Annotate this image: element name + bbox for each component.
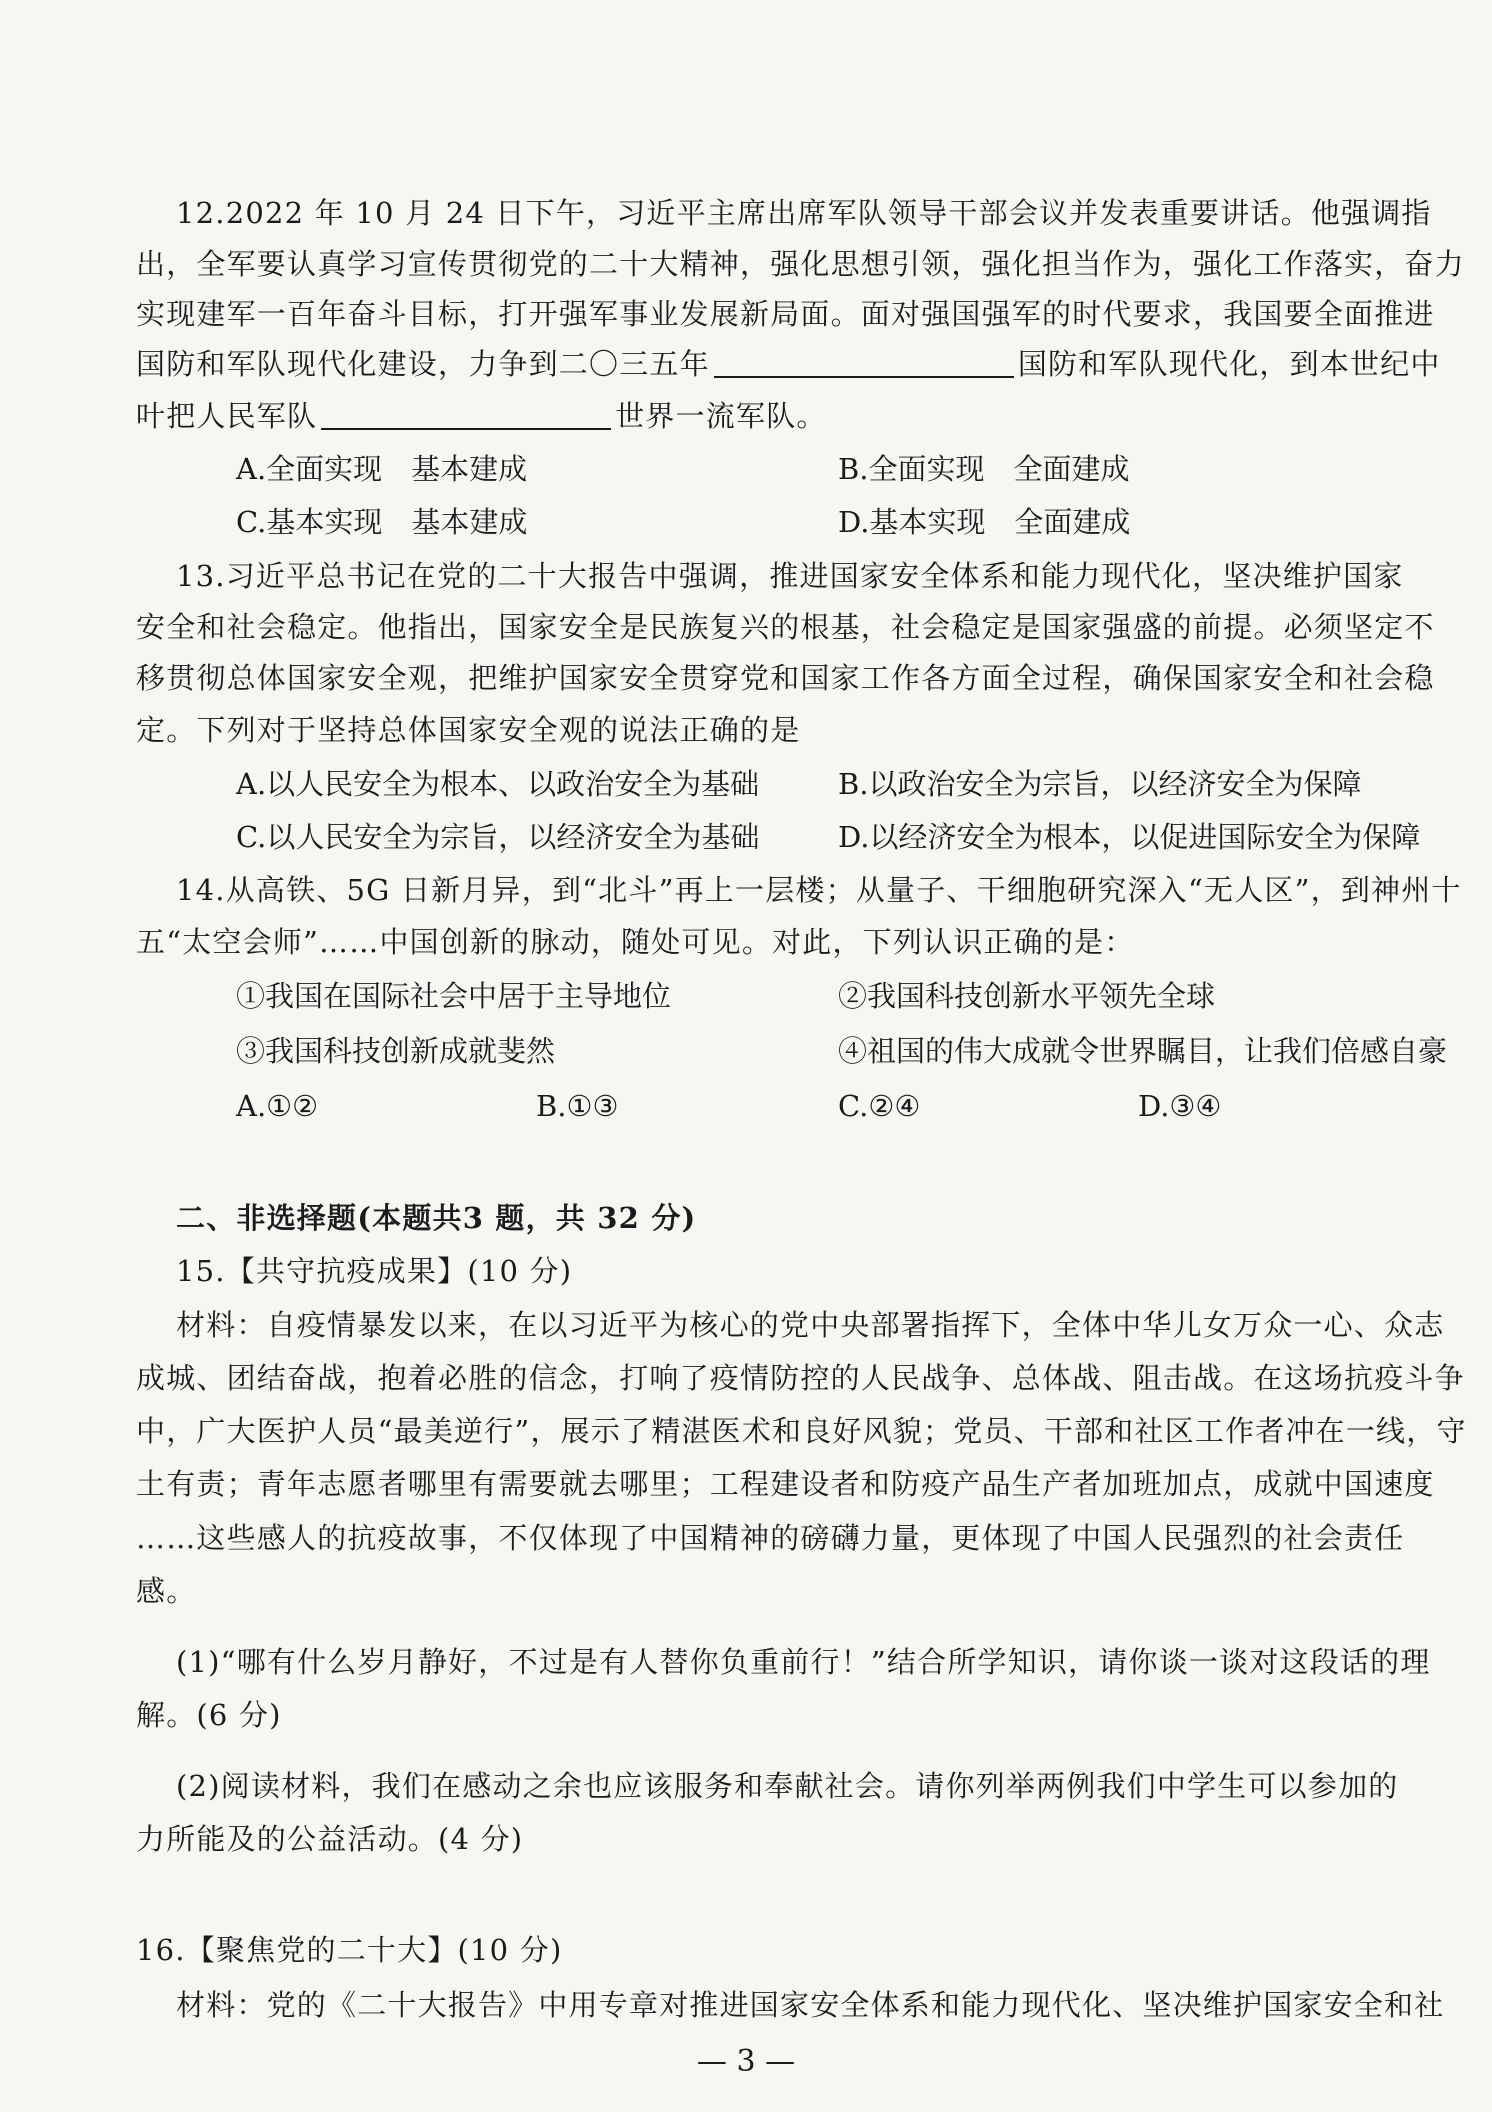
- q13-line2: 安全和社会稳定。他指出，国家安全是民族复兴的根基，社会稳定是国家强盛的前提。必须坚定不: [136, 610, 1435, 644]
- q16-material-line1: 材料：党的《二十大报告》中用专章对推进国家安全体系和能力现代化、坚决维护国家安全和社: [176, 1988, 1445, 2022]
- q13-line3: 移贯彻总体国家安全观，把维护国家安全贯穿党和国家工作各方面全过程，确保国家安全和社会稳: [136, 661, 1435, 695]
- q13-line4: 定。下列对于坚持总体国家安全观的说法正确的是: [136, 713, 801, 747]
- q12-line5-tail: 世界一流军队。: [615, 399, 827, 433]
- q15-sub2-line2: 力所能及的公益活动。(4 分): [136, 1822, 524, 1856]
- q12-line4-text: 国防和军队现代化建设，力争到二〇三五年: [136, 347, 710, 381]
- q12-option-b: B.全面实现 全面建成: [838, 452, 1130, 486]
- answer-blank: [714, 346, 1014, 378]
- q15-sub1-line2: 解。(6 分): [136, 1698, 282, 1732]
- section-title: 二、非选择题(本题共3 题，共 32 分): [176, 1201, 697, 1235]
- q14-option-d: D.③④: [1138, 1089, 1222, 1123]
- q12-line1: 12.2022 年 10 月 24 日下午，习近平主席出席军队领导干部会议并发表重要讲话。他强调指: [176, 196, 1432, 230]
- q14-option-a: A.①②: [236, 1089, 319, 1123]
- q12-line3: 实现建军一百年奋斗目标，打开强军事业发展新局面。面对强国强军的时代要求，我国要全面推进: [136, 297, 1435, 331]
- q14-item-1: ①我国在国际社会中居于主导地位: [236, 979, 672, 1013]
- answer-blank: [321, 398, 611, 430]
- q13-option-d: D.以经济安全为根本，以促进国际安全为保障: [838, 820, 1421, 854]
- q15-sub2-line1: (2)阅读材料，我们在感动之余也应该服务和奉献社会。请你列举两例我们中学生可以参加的: [176, 1769, 1399, 1803]
- q14-item-4: ④祖国的伟大成就令世界瞩目，让我们倍感自豪: [838, 1034, 1448, 1068]
- q15-material-line3: 中，广大医护人员“最美逆行”，展示了精湛医术和良好风貌；党员、干部和社区工作者冲在一线，守: [136, 1414, 1467, 1448]
- q12-option-d: D.基本实现 全面建成: [838, 505, 1131, 539]
- q15-material-line6: 感。: [136, 1574, 197, 1608]
- q13-option-b: B.以政治安全为宗旨，以经济安全为保障: [838, 767, 1362, 801]
- q12-line2: 出，全军要认真学习宣传贯彻党的二十大精神，强化思想引领，强化担当作为，强化工作落实，奋力: [136, 247, 1465, 281]
- q12-option-a: A.全面实现 基本建成: [236, 452, 528, 486]
- q16-title: 16.【聚焦党的二十大】(10 分): [136, 1933, 563, 1967]
- q15-material-line2: 成城、团结奋战，抱着必胜的信念，打响了疫情防控的人民战争、总体战、阻击战。在这场抗疫斗争: [136, 1361, 1465, 1395]
- q15-title: 15.【共守抗疫成果】(10 分): [176, 1254, 573, 1288]
- q15-material-line4: 土有责；青年志愿者哪里有需要就去哪里；工程建设者和防疫产品生产者加班加点，成就中国速度: [136, 1467, 1435, 1501]
- q13-option-c: C.以人民安全为宗旨，以经济安全为基础: [236, 820, 760, 854]
- q14-option-c: C.②④: [838, 1089, 921, 1123]
- q12-line4: [136, 344, 1441, 384]
- q12-line5-text: 叶把人民军队: [136, 399, 318, 433]
- q15-sub1-line1: (1)“哪有什么岁月静好，不过是有人替你负重前行！”结合所学知识，请你谈一谈对这段话的理: [176, 1645, 1431, 1679]
- q13-option-a: A.以人民安全为根本、以政治安全为基础: [236, 767, 760, 801]
- q14-line2: 五“太空会师”……中国创新的脉动，随处可见。对此，下列认识正确的是：: [136, 925, 1135, 959]
- q14-item-3: ③我国科技创新成就斐然: [236, 1034, 556, 1068]
- q13-line1: 13.习近平总书记在党的二十大报告中强调，推进国家安全体系和能力现代化，坚决维护国家: [176, 559, 1404, 593]
- q14-option-b: B.①③: [536, 1089, 619, 1123]
- q12-line5: [136, 396, 827, 436]
- q12-option-c: C.基本实现 基本建成: [236, 505, 528, 539]
- q14-item-2: ②我国科技创新水平领先全球: [838, 979, 1216, 1013]
- q15-material-line1: 材料：自疫情暴发以来，在以习近平为核心的党中央部署指挥下，全体中华儿女万众一心、众志: [176, 1308, 1445, 1342]
- q12-line4-tail: 国防和军队现代化，到本世纪中: [1017, 347, 1441, 381]
- page-number: — 3 —: [696, 2044, 796, 2079]
- q15-material-line5: ……这些感人的抗疫故事，不仅体现了中国精神的磅礴力量，更体现了中国人民强烈的社会责任: [136, 1521, 1405, 1555]
- q14-line1: 14.从高铁、5G 日新月异，到“北斗”再上一层楼；从量子、干细胞研究深入“无人区”，到神州十: [176, 873, 1462, 907]
